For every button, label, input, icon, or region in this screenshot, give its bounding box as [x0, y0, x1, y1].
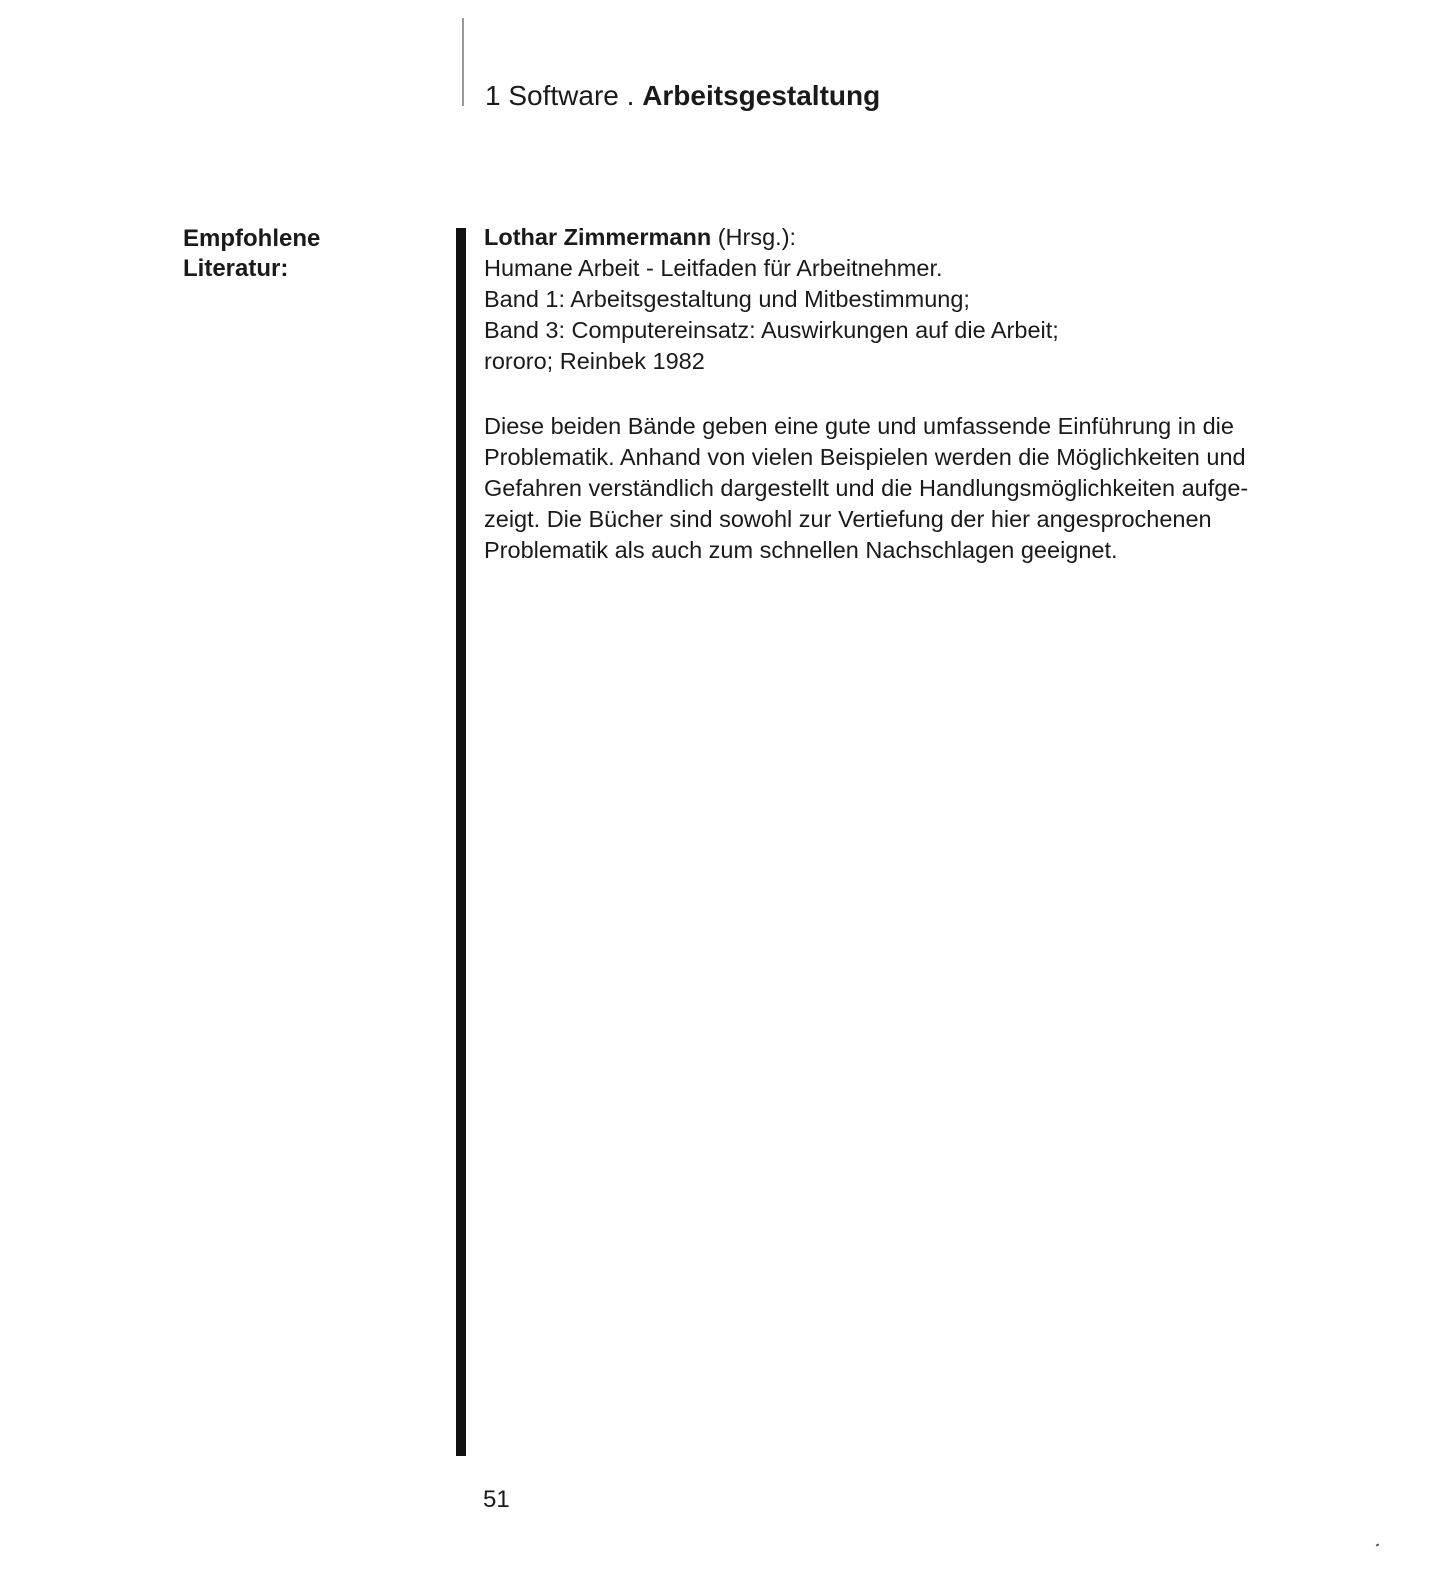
- reference-line: Band 3: Computereinsatz: Auswirkungen auf die Arbeit;: [484, 317, 1059, 343]
- margin-bar: [456, 228, 466, 1456]
- description-line: Diese beiden Bände geben eine gute und umfassende Einführung in die: [484, 413, 1234, 439]
- description-line: Problematik als auch zum schnellen Nachschlagen geeignet.: [484, 537, 1118, 563]
- header-prefix: 1 Software .: [485, 80, 643, 111]
- page-number: 51: [483, 1486, 510, 1513]
- reference-entry: [484, 222, 1364, 377]
- reference-editor-note: (Hrsg.):: [711, 224, 797, 250]
- reference-line: rororo; Reinbek 1982: [484, 348, 705, 374]
- reference-line: Humane Arbeit - Leitfaden für Arbeitnehmer.: [484, 255, 943, 281]
- description-paragraph: [484, 411, 1364, 566]
- header-rule: [462, 18, 464, 106]
- reference-author-line: [484, 222, 1364, 253]
- description-line: Gefahren verständlich dargestellt und die Handlungsmöglichkeiten aufge-: [484, 475, 1249, 501]
- page-header: [485, 78, 880, 114]
- main-content: [484, 222, 1364, 566]
- description-line: zeigt. Die Bücher sind sowohl zur Vertiefung der hier angesprochenen: [484, 506, 1212, 532]
- description-line: Problematik. Anhand von vielen Beispielen werden die Möglichkeiten und: [484, 444, 1246, 470]
- header-title: Arbeitsgestaltung: [642, 80, 881, 111]
- sidebar-label-line2: Literatur:: [183, 255, 289, 282]
- scan-mark: [1376, 1543, 1380, 1546]
- sidebar-label: [183, 224, 320, 284]
- reference-line: Band 1: Arbeitsgestaltung und Mitbestimmung;: [484, 286, 970, 312]
- reference-author: Lothar Zimmermann: [484, 224, 712, 250]
- sidebar-label-line1: Empfohlene: [183, 225, 321, 252]
